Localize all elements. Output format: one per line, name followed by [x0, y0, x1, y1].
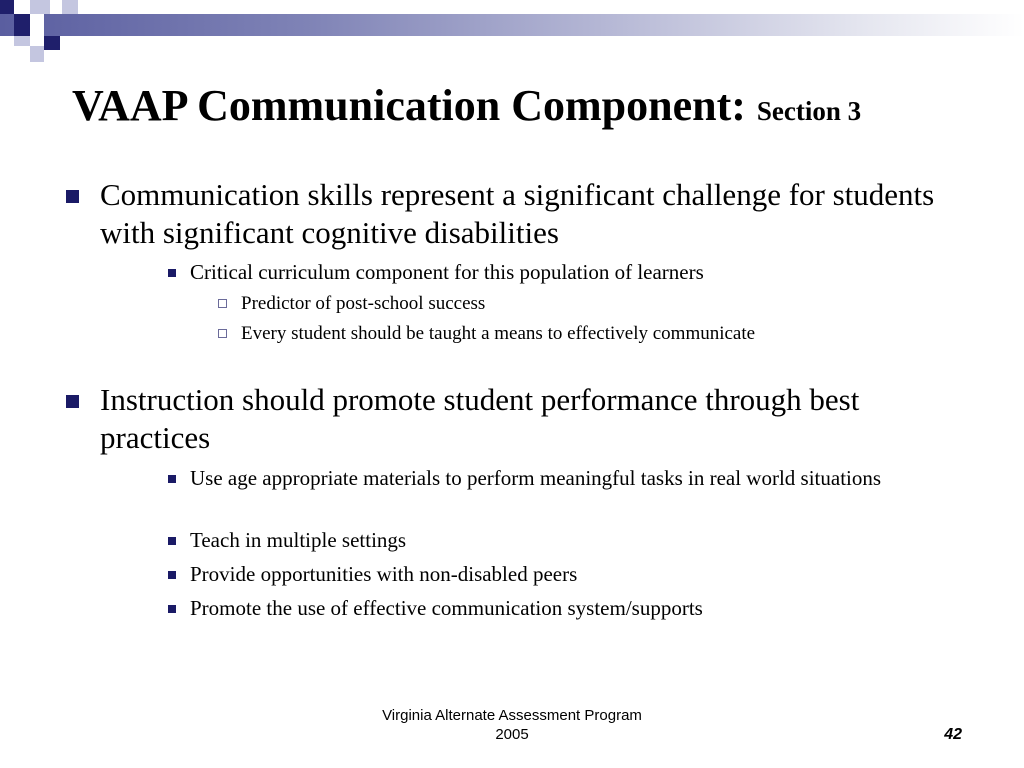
- bullet-level2: [190, 466, 930, 491]
- bullet-level2: [190, 528, 930, 553]
- bullet-text: Predictor of post-school success: [241, 293, 486, 314]
- bullet-level1: [100, 381, 960, 457]
- decor-square-light-2: [62, 0, 78, 14]
- decor-square-navy-1: [0, 0, 14, 14]
- square-bullet-icon: [168, 605, 176, 613]
- slide-title-main: VAAP Communication Component:: [72, 81, 746, 130]
- hollow-square-bullet-icon: [218, 299, 227, 308]
- slide-footer: [312, 706, 712, 744]
- bullet-text: Critical curriculum component for this population of learners: [190, 260, 704, 284]
- decor-square-light-3: [30, 14, 44, 36]
- decor-square-navy-3: [44, 36, 60, 50]
- square-bullet-icon: [66, 395, 79, 408]
- footer-organization: Virginia Alternate Assessment Program: [382, 707, 642, 724]
- footer-year: 2005: [495, 726, 529, 743]
- bullet-text: Every student should be taught a means to effectively communicate: [241, 323, 756, 344]
- bullet-level2: [190, 260, 930, 285]
- bullet-text: Communication skills represent a significant challenge for students with significant cognitive disabilities: [100, 177, 935, 250]
- header-banner: [0, 14, 1024, 36]
- decor-square-light-4: [14, 36, 30, 46]
- square-bullet-icon: [168, 571, 176, 579]
- slide-title: [72, 80, 972, 131]
- bullet-text: Promote the use of effective communication system/supports: [190, 596, 703, 620]
- decor-square-navy-2: [14, 14, 30, 36]
- bullet-level1: [100, 176, 960, 252]
- slide-title-section: Section 3: [756, 96, 862, 126]
- square-bullet-icon: [168, 269, 176, 277]
- bullet-level3: [241, 292, 941, 316]
- square-bullet-icon: [168, 475, 176, 483]
- bullet-level2: [190, 562, 930, 587]
- square-bullet-icon: [168, 537, 176, 545]
- bullet-text: Provide opportunities with non-disabled peers: [190, 562, 578, 586]
- hollow-square-bullet-icon: [218, 329, 227, 338]
- bullet-text: Use age appropriate materials to perform meaningful tasks in real world situations: [190, 466, 882, 490]
- bullet-level2: [190, 596, 930, 621]
- page-number: 42: [944, 726, 962, 743]
- bullet-level3: [241, 322, 941, 346]
- bullet-text: Instruction should promote student performance through best practices: [100, 382, 860, 455]
- bullet-text: Teach in multiple settings: [190, 528, 407, 552]
- square-bullet-icon: [66, 190, 79, 203]
- decor-square-light-1: [30, 0, 50, 14]
- decor-square-light-5: [30, 46, 44, 62]
